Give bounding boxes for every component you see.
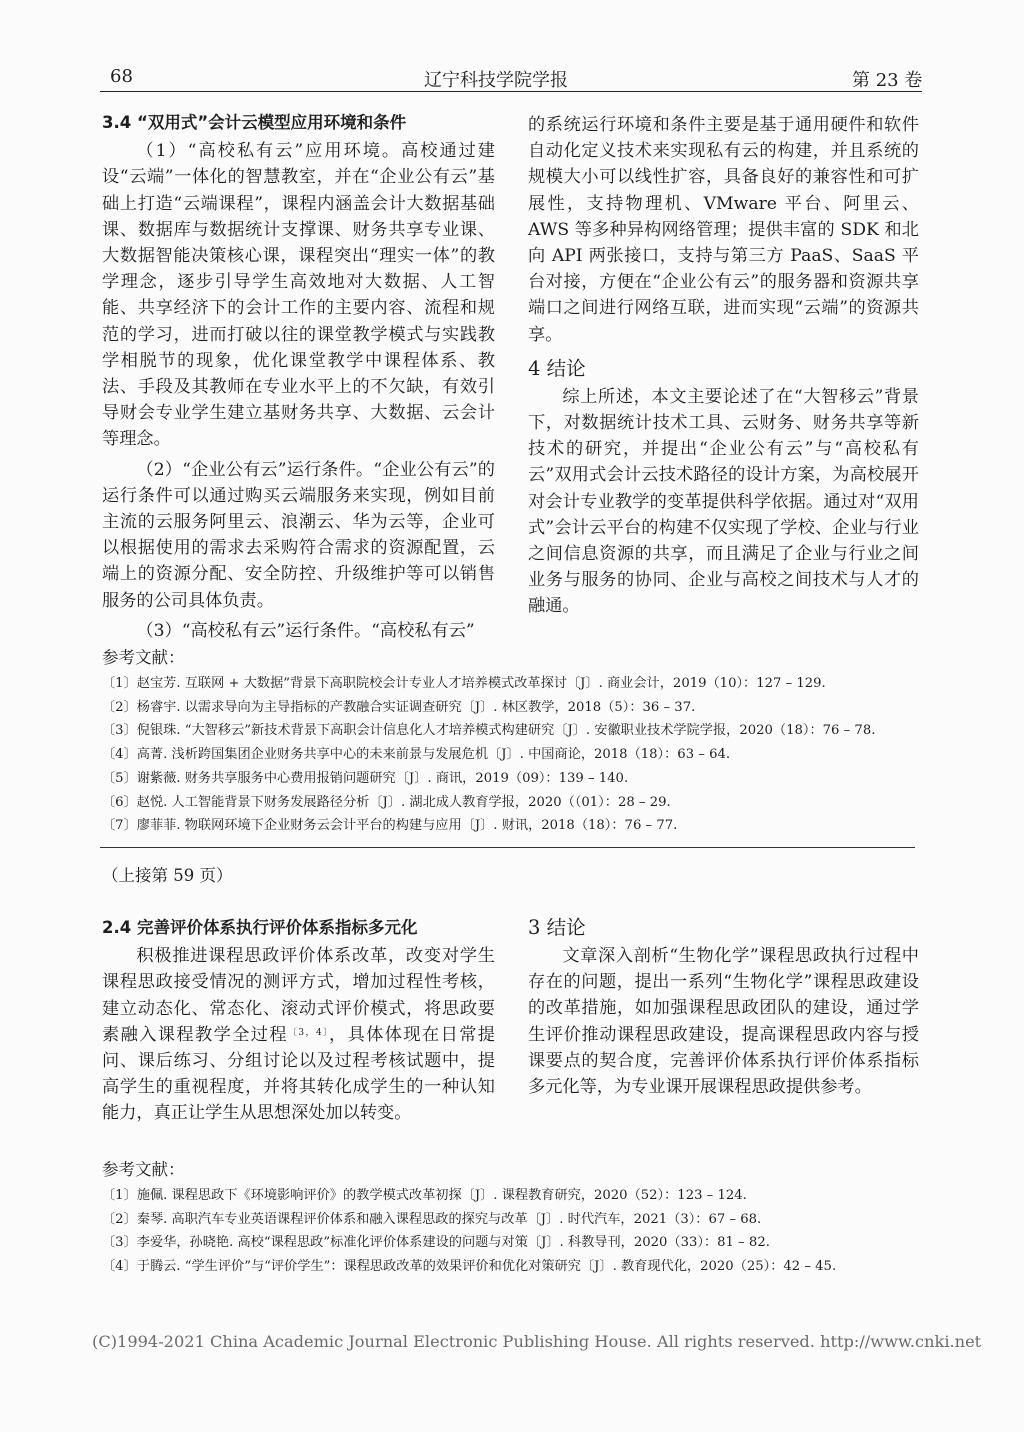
reference-item: 〔5〕谢紫薇. 财务共享服务中心费用报销问题研究〔J〕. 商讯，2019（09）：139 – 140. bbox=[102, 770, 629, 786]
reference-item: 〔7〕廖菲菲. 物联网环境下企业财务云会计平台的构建与应用〔J〕. 财讯，2018（18）：76 – 77. bbox=[102, 818, 678, 834]
article2-right-column bbox=[528, 913, 919, 1100]
continued-note: （上接第 59 页） bbox=[102, 866, 233, 885]
references-heading: 参考文献： bbox=[102, 1160, 185, 1179]
reference-item: 〔3〕李爱华，孙晓艳. 高校“课程思政”标准化评价体系建设的问题与对策〔J〕. 科教导刊，2020（33）：81 – 82. bbox=[102, 1235, 770, 1251]
reference-item: 〔1〕施佩. 课程思政下《环境影响评价》的教学模式改革初探〔J〕. 课程教育研究，2020（52）：123 – 124. bbox=[102, 1188, 747, 1203]
reference-item: 〔4〕高菁. 浅析跨国集团企业财务共享中心的未来前景与发展危机〔J〕. 中国商论，2018（18）：63 – 64. bbox=[102, 747, 731, 763]
paragraph: （3）“高校私有云”运行条件。“高校私有云” bbox=[136, 620, 475, 641]
section-title: 2.4 完善评价体系执行评价体系指标多元化 bbox=[102, 918, 418, 937]
article2-left-column bbox=[102, 915, 495, 1127]
references-heading: 参考文献： bbox=[102, 648, 185, 667]
paragraph-text: 积极推进课程思政评价体系改革，改变对学生课程思政接受情况的测评方式，增加过程性考核，建立动态化、常态化、滚动式评价模式，将思政要素融入课程教学全过程 bbox=[102, 946, 495, 1045]
reference-item: 〔2〕秦琴. 高职汽车专业英语课程评价体系和融入课程思政的探究与改革〔J〕. 时代汽车，2021（3）：67 – 68. bbox=[102, 1211, 762, 1227]
reference-item: 〔1〕赵宝芳. 互联网 + 大数据”背景下高职院校会计专业人才培养模式改革探讨〔J〕. 商业会计，2019（10）：127 – 129. bbox=[102, 676, 826, 691]
article-separator bbox=[100, 847, 915, 848]
paragraph: （2）“企业公有云”运行条件。“企业公有云”的运行条件可以通过购买云端服务来实现，例如目前主流的云服务阿里云、浪潮云、华为云等，企业可以根据使用的需求去采购符合需求的资源配置，云端上的资源分配、安全防控、升级维护等可以销售服务的公司具体负责。 bbox=[102, 459, 495, 611]
citation-mark: 〔3，4〕 bbox=[288, 1027, 330, 1038]
volume-label: 第 23 卷 bbox=[852, 70, 923, 91]
copyright-footer: (C)1994-2021 China Academic Journal Electronic Publishing House. All rights reserved. http://www.cnki.net bbox=[92, 1332, 982, 1351]
paragraph: 综上所述，本文主要论述了在“大智移云”背景下，对数据统计技术工具、云财务、财务共享等新技术的研究，并提出“企业公有云”与“高校私有云”双用式会计云技术路径的设计方案，为高校展开对会计专业教学的变革提供科学依据。通过对“双用式”会计云平台的构建不仅实现了学校、企业与行业之间信息资源的共享，而且满足了企业与行业之间业务与服务的协同、企业与高校之间技术与人才的融通。 bbox=[528, 386, 919, 617]
paragraph: 文章深入剖析“生物化学”课程思政执行过程中存在的问题，提出一系列“生物化学”课程思政建设的改革措施，如加强课程思政团队的建设，通过学生评价推动课程思政建设，提高课程思政内容与授课要点的契合度，完善评价体系执行评价体系指标多元化等，为专业课开展课程思政提供参考。 bbox=[528, 946, 919, 1098]
paragraph bbox=[102, 943, 495, 1126]
reference-item: 〔6〕赵悦. 人工智能背景下财务发展路径分析〔J〕. 湖北成人教育学报，2020（（01）：28 – 29. bbox=[102, 794, 671, 810]
page-number: 68 bbox=[110, 66, 133, 87]
section-title: 3.4 “双用式”会计云模型应用环境和条件 bbox=[102, 113, 407, 132]
reference-item: 〔4〕于腾云. “学生评价”与“评价学生”：课程思政改革的效果评价和优化对策研究〔J〕. 教育现代化，2020（25）：42 – 45. bbox=[102, 1259, 837, 1275]
reference-item: 〔2〕杨睿宇. 以需求导向为主导指标的产教融合实证调查研究〔J〕. 林区教学，2018（5）：36 – 37. bbox=[102, 699, 696, 715]
article1-left-column bbox=[102, 110, 495, 644]
paragraph: 的系统运行环境和条件主要是基于通用硬件和软件自动化定义技术来实现私有云的构建，并且系统的规模大小可以线性扩容，具备良好的兼容性和可扩展性，支持物理机、VMware 平台、阿里云、AWS 等多种异构网络管理；提供丰富的 SDK 和北向 API 两张接口，支持与第三方 PaaS、SaaS 平台对接，方便在“企业公有云”的服务器和资源共享端口之间进行网络互联，进而实现“云端”的资源共享。 bbox=[528, 115, 919, 345]
paragraph-text: ，具体体现在日常提问、课后练习、分组讨论以及过程考核试题中，提高学生的重视程度，并将其转化成学生的一种认知能力，真正让学生从思想深处加以转变。 bbox=[102, 1024, 495, 1124]
article1-right-column bbox=[528, 112, 919, 620]
conclusion-heading: 4 结论 bbox=[528, 356, 586, 380]
article1-references bbox=[102, 644, 922, 838]
article2-references bbox=[102, 1156, 922, 1279]
paragraph: （1）“高校私有云”应用环境。高校通过建设“云端”一体化的智慧教室，并在“企业公有云”基础上打造“云端课程”，课程内涵盖会计大数据基础课、数据库与数据统计支撑课、财务共享专业课、大数据智能决策核心课，课程突出“理实一体”的教学理念，逐步引导学生高效地对大数据、人工智能、共享经济下的会计工作的主要内容、流程和规范的学习，进而打破以往的课堂教学模式与实践教学相脱节的现象，优化课堂教学中课程体系、教法、手段及其教师在专业水平上的不欠缺，有效引导财会专业学生建立基财务共享、大数据、云会计等理念。 bbox=[102, 141, 495, 450]
reference-item: 〔3〕倪银珠. “大智移云”新技术背景下高职会计信息化人才培养模式构建研究〔J〕. 安徽职业技术学院学报，2020（18）：76 – 78. bbox=[102, 723, 876, 739]
conclusion-heading: 3 结论 bbox=[528, 916, 586, 939]
header-rule bbox=[100, 91, 922, 92]
journal-title: 辽宁科技学院学报 bbox=[424, 70, 568, 91]
